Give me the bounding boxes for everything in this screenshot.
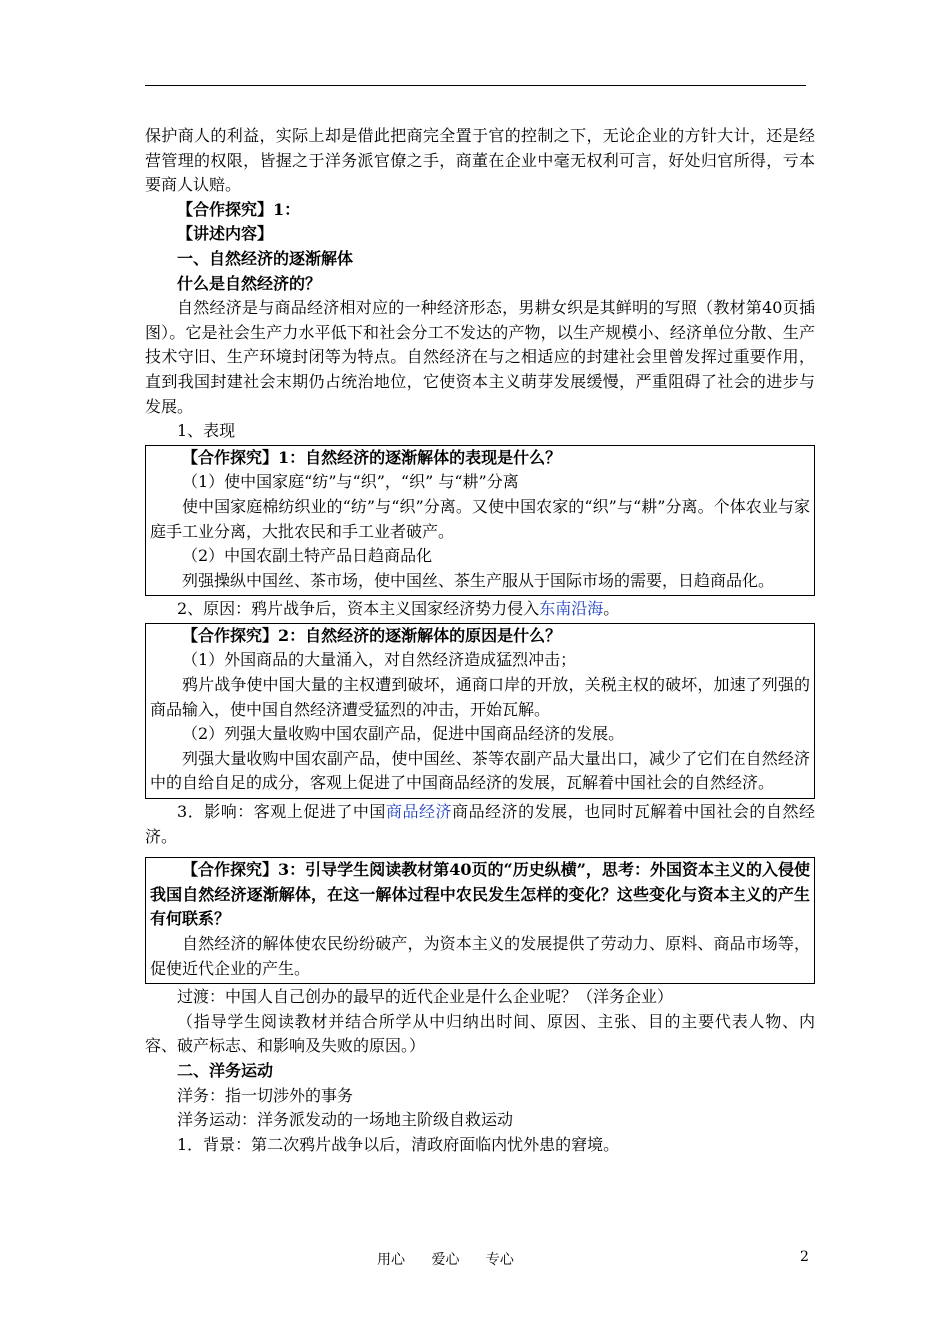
- item-reason: [145, 597, 815, 622]
- box1-line2: 使中国家庭棉纺织业的“纺”与“织”分离。又使中国农家的“织”与“耕”分离。个体农业与家庭手工业分离，大批农民和手工业者破产。: [150, 496, 810, 541]
- heading-section-1: 一、自然经济的逐渐解体: [177, 248, 354, 268]
- item-background: 1．背景：第二次鸦片战争以后，清政府面临内忧外患的窘境。: [177, 1134, 620, 1154]
- link-commodity-economy[interactable]: 商品经济: [385, 802, 453, 822]
- heading-coop-1: 【合作探究】1：: [177, 199, 301, 219]
- box2-title: 【合作探究】2：自然经济的逐渐解体的原因是什么？: [182, 625, 562, 645]
- box-coop-3: [145, 857, 815, 984]
- footer-motto: [377, 1249, 536, 1269]
- item-influence-end: 商品经济的发展，也同时瓦解着中国社会的自然经济。: [145, 802, 815, 846]
- header-rule: [145, 85, 806, 86]
- heading-what-is-natural-economy: 什么是自然经济的？: [177, 273, 322, 293]
- paragraph-natural-economy: 自然经济是与商品经济相对应的一种经济形态，男耕女织是其鲜明的写照（教材第40页插图）。它是社会生产力水平低下和社会分工不发达的产物，以生产规模小、经济单位分散、生产技术守旧、生产环境封闭等为特点。自然经济在与之相适应的封建社会里曾发挥过重要作用，直到我国封建社会末期仍占统治地位，它使资本主义萌芽发展缓慢，严重阻碍了社会的进步与发展。: [145, 298, 815, 416]
- box1-line1: （1）使中国家庭“纺”与“织”，“织” 与“耕”分离: [182, 472, 519, 492]
- footer-word-2: 爱心: [431, 1252, 460, 1268]
- item-influence-text: 3．影响：客观上促进了中国: [177, 802, 386, 822]
- box3-line1: 自然经济的解体使农民纷纷破产，为资本主义的发展提供了劳动力、原料、商品市场等，促使近代企业的产生。: [150, 934, 810, 978]
- page-number: 2: [800, 1249, 809, 1265]
- definition-movement: 洋务运动：洋务派发动的一场地主阶级自救运动: [177, 1110, 514, 1130]
- box3-title: 【合作探究】3：引导学生阅读教材第40页的“历史纵横”，思考：外国资本主义的入侵使我国自然经济逐渐解体，在这一解体过程中农民发生怎样的变化？这些变化与资本主义的产生有何联系？: [150, 860, 810, 929]
- paragraph-merchants: 保护商人的利益，实际上却是借此把商完全置于官的控制之下，无论企业的方针大计，还是经营管理的权限，皆握之于洋务派官僚之手，商董在企业中毫无权利可言，好处归官所得，亏本要商人认赔。: [145, 126, 815, 195]
- box2-line1: （1）外国商品的大量涌入，对自然经济造成猛烈冲击；: [182, 650, 577, 670]
- item-influence: [145, 800, 815, 849]
- box-coop-2: [145, 623, 815, 799]
- box-coop-1: [145, 445, 815, 597]
- item-manifestation: 1、表现: [177, 421, 236, 441]
- footer-word-3: 专心: [485, 1252, 514, 1268]
- box2-line4: 列强大量收购中国农副产品，使中国丝、茶等农副产品大量出口，减少了它们在自然经济中的自给自足的成分，客观上促进了中国商品经济的发展，瓦解着中国社会的自然经济。: [150, 748, 810, 793]
- box1-title: 【合作探究】1：自然经济的逐渐解体的表现是什么？: [182, 447, 562, 467]
- page-body: [145, 124, 815, 1157]
- heading-lecture: 【讲述内容】: [177, 224, 274, 244]
- paragraph-transition: 过渡：中国人自己创办的最早的近代企业是什么企业呢？（洋务企业）: [177, 987, 674, 1007]
- paragraph-guide: （指导学生阅读教材并结合所学从中归纳出时间、原因、主张、目的主要代表人物、内容、破产标志、和影响及失败的原因。）: [145, 1011, 815, 1056]
- link-southeast-coast[interactable]: 东南沿海: [539, 599, 604, 619]
- heading-section-2: 二、洋务运动: [177, 1060, 274, 1080]
- box1-line3: （2）中国农副土特产品日趋商品化: [182, 546, 433, 566]
- item-reason-text: 2、原因：鸦片战争后，资本主义国家经济势力侵入: [177, 599, 540, 619]
- box2-line3: （2）列强大量收购中国农副产品，促进中国商品经济的发展。: [182, 724, 625, 744]
- box1-line4: 列强操纵中国丝、茶市场，使中国丝、茶生产服从于国际市场的需要，日趋商品化。: [182, 570, 775, 590]
- box2-line2: 鸦片战争使中国大量的主权遭到破坏，通商口岸的开放，关税主权的破坏，加速了列强的商品输入，使中国自然经济遭受猛烈的冲击，开始瓦解。: [150, 675, 810, 719]
- footer-word-1: 用心: [377, 1252, 405, 1268]
- definition-foreign-affairs: 洋务：指一切涉外的事务: [177, 1085, 354, 1105]
- item-reason-end: 。: [603, 599, 620, 619]
